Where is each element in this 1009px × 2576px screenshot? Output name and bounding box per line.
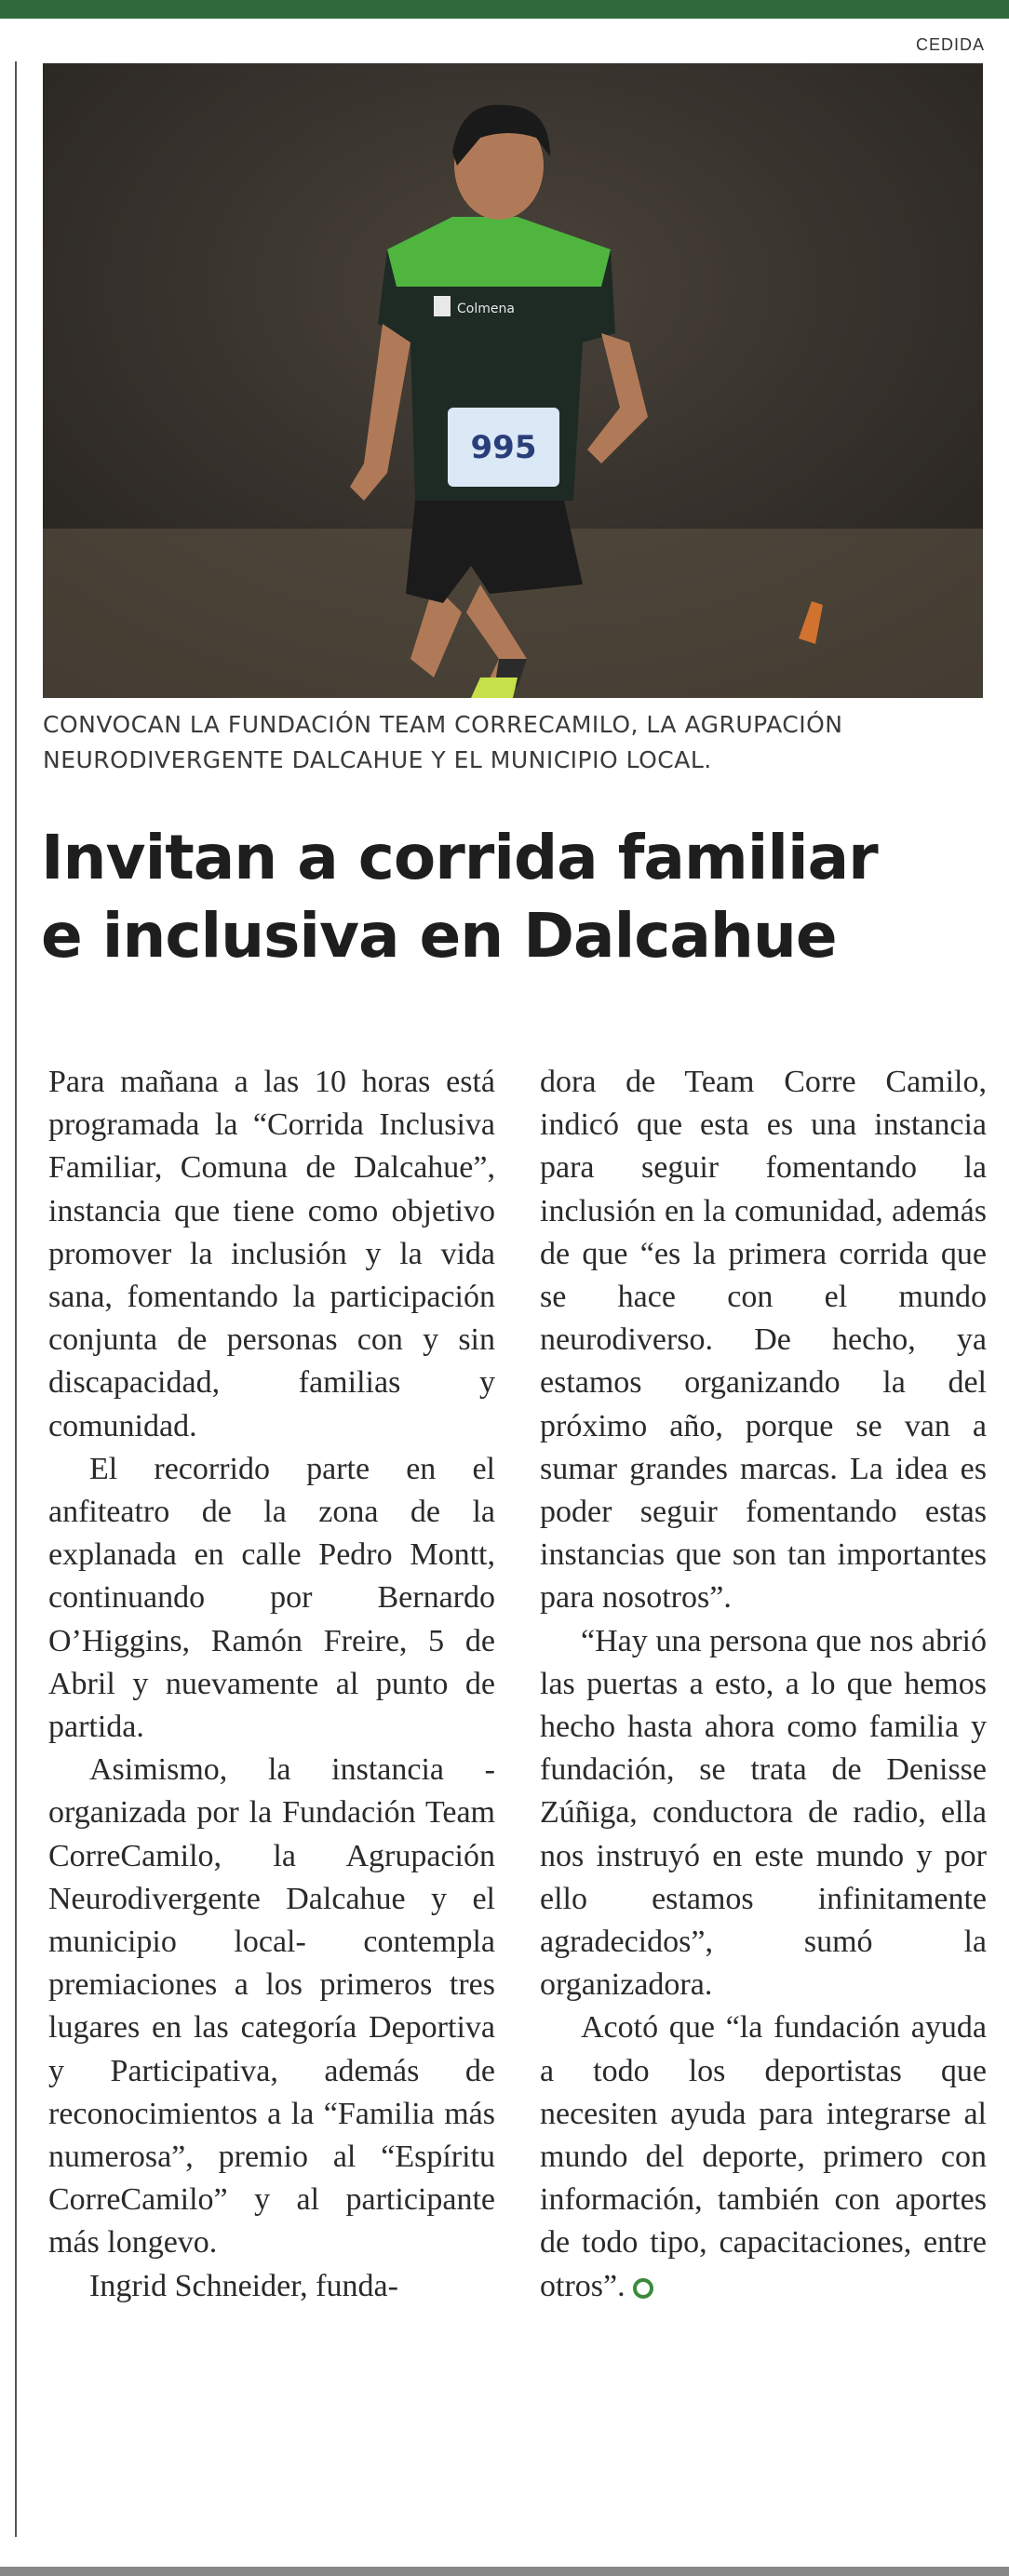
headline-line-1: Invitan a corrida familiar bbox=[41, 822, 878, 893]
runner-photo bbox=[43, 63, 983, 698]
runner-illustration bbox=[43, 63, 983, 698]
article-column-right bbox=[540, 1061, 987, 2308]
paragraph: El recorrido parte en el anfiteatro de la zona de la explanada en calle Pedro Montt, continuando por Bernardo O’Higgins, Ramón Freire, 5 de Abril y nuevamente al punto de partida. bbox=[48, 1451, 495, 1745]
paragraph: Asimismo, la instancia -organizada por la Fundación Team CorreCamilo, la Agrupación Neurodivergente Dalcahue y el municipio local- contempla premiaciones a los primeros tres lugares en las categoría Deportiva y Participativa, además de reconocimientos a la “Familia más numerosa”, premio al “Espíritu CorreCamilo” y al participante más longevo. bbox=[48, 1752, 495, 2261]
headline-line-2: e inclusiva en Dalcahue bbox=[41, 900, 837, 972]
bottom-rule bbox=[0, 2567, 1009, 2576]
article-column-left bbox=[48, 1061, 495, 2308]
paragraph-text: Acotó que “la fundación ayuda a todo los deportistas que necesiten ayuda para integrarse al mundo del deporte, primero con información, también con aportes de todo tipo, capacitaciones, entre otros”. bbox=[540, 2010, 987, 2303]
photo-credit: CEDIDA bbox=[915, 35, 985, 54]
shirt-brand: Colmena bbox=[457, 302, 515, 316]
top-color-bar bbox=[0, 0, 1009, 19]
paragraph: dora de Team Corre Camilo, indicó que esta es una instancia para seguir fomentando la inclusión en la comunidad, además de que “es la primera corrida que se hace con el mundo neurodiverso. De hecho, ya estamos organizando la del próximo año, porque se van a sumar grandes marcas. La idea es poder seguir fomentando estas instancias que son tan importantes para nosotros”. bbox=[540, 1065, 987, 1616]
paragraph: Ingrid Schneider, funda- bbox=[89, 2268, 398, 2303]
bib-number: 995 bbox=[470, 429, 537, 466]
headline bbox=[41, 819, 990, 975]
paragraph: Para mañana a las 10 horas está programada la “Corrida Inclusiva Familiar, Comuna de Dalcahue”, instancia que tiene como objetivo promover la inclusión y la vida sana, fomentando la participación conjunta de personas con y sin discapacidad, familias y comunidad. bbox=[48, 1065, 495, 1443]
paragraph bbox=[540, 2006, 987, 2307]
end-of-article-circle-icon bbox=[633, 2278, 653, 2299]
photo-caption: CONVOCAN LA FUNDACIÓN TEAM CORRECAMILO, LA AGRUPACIÓN NEURODIVERGENTE DALCAHUE Y EL MUNICIPIO LOCAL. bbox=[43, 711, 843, 773]
paragraph: “Hay una persona que nos abrió las puertas a esto, a lo que hemos hecho hasta ahora como familia y fundación, se trata de Denisse Zúñiga, conductora de radio, ella nos instruyó en este mundo y por ello estamos infinitamente agradecidos”, sumó la organizadora. bbox=[540, 1623, 987, 2003]
left-column-rule bbox=[15, 61, 17, 2537]
